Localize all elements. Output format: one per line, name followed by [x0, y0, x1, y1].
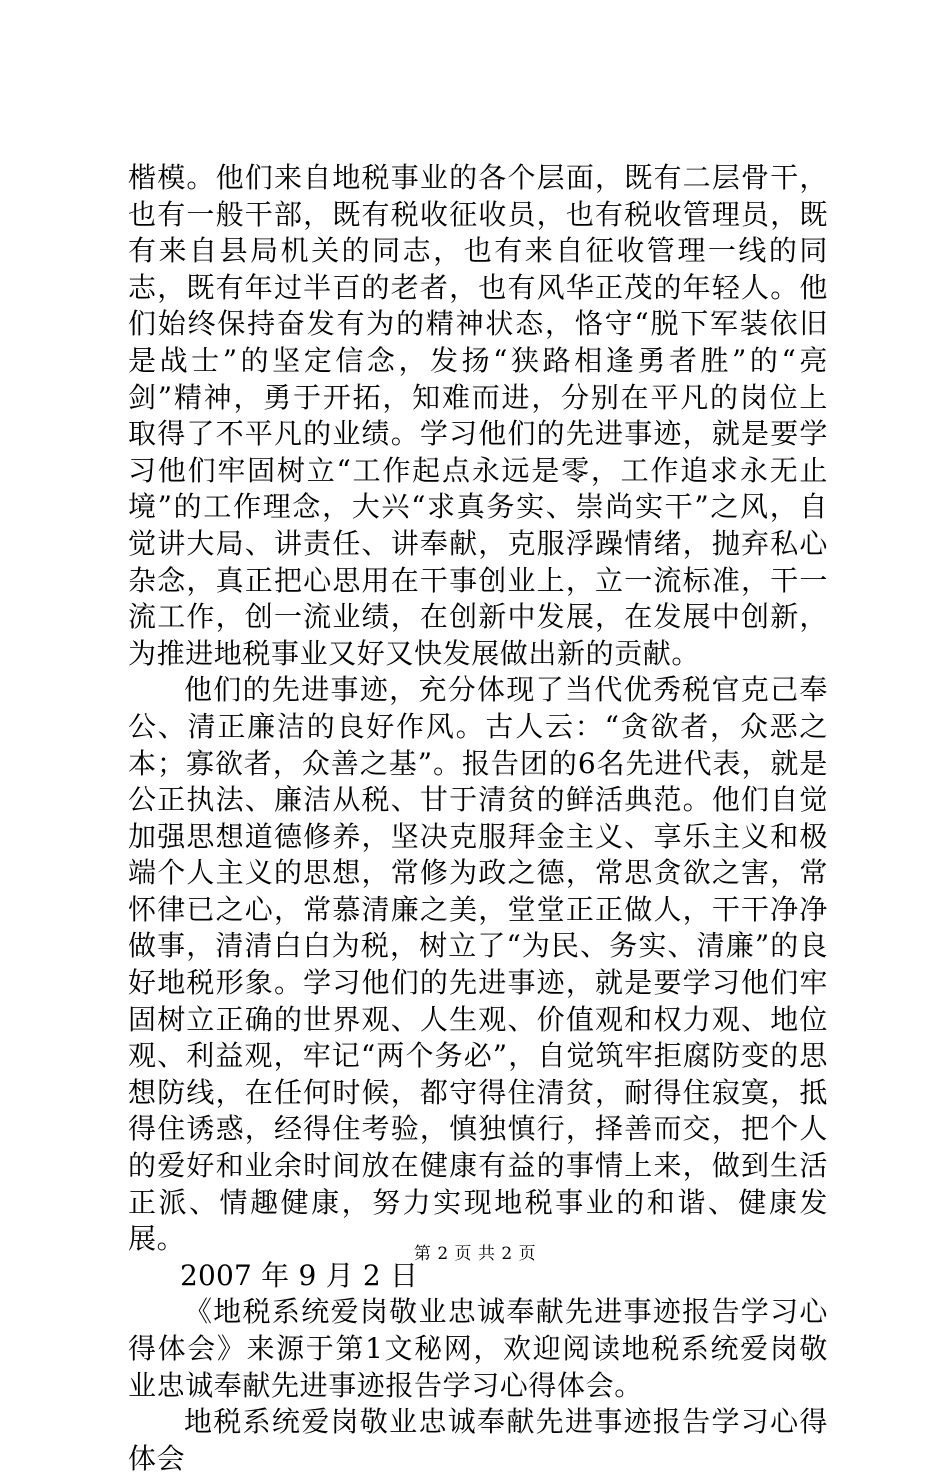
source-note: 《地税系统爱岗敬业忠诚奉献先进事迹报告学习心得体会》来源于第1文秘网，欢迎阅读地税系统爱岗敬业忠诚奉献先进事迹报告学习心得体会。 — [128, 1295, 828, 1402]
page-footer — [0, 1243, 950, 1265]
paragraph-integrity: 他们的先进事迹，充分体现了当代优秀税官克己奉公、清正廉洁的良好作风。古人云：“贪欲者，众恶之本；寡欲者，众善之基”。报告团的6名先进代表，就是公正执法、廉洁从税、甘于清贫的鲜活典范。他们自觉加强思想道德修养，坚决克服拜金主义、享乐主义和极端个人主义的思想，常修为政之德，常思贪欲之害，常怀律已之心，常慕清廉之美，堂堂正正做人，干干净净做事，清清白白为税，树立了“为民、务实、清廉”的良好地税形象。学习他们的先进事迹，就是要学习他们牢固树立正确的世界观、人生观、价值观和权力观、地位观、利益观，牢记“两个务必”，自觉筑牢拒腐防变的思想防线，在任何时候，都守得住清贫，耐得住寂寞，抵得住诱惑，经得住考验，慎独慎行，择善而交，把个人的爱好和业余时间放在健康有益的事情上来，做到生活正派、情趣健康，努力实现地税事业的和谐、健康发展。 — [128, 673, 828, 1256]
document-date: 2007 年 9 月 2 日 — [180, 1258, 419, 1292]
document-body — [128, 160, 828, 1477]
page-number-label: 第 2 页 共 2 页 — [413, 1244, 537, 1264]
document-title-line: 地税系统爱岗敬业忠诚奉献先进事迹报告学习心得体会 — [128, 1405, 828, 1475]
paragraph-continuation: 楷模。他们来自地税事业的各个层面，既有二层骨干，也有一般干部，既有税收征收员，也有税收管理员，既有来自县局机关的同志，也有来自征收管理一线的同志，既有年过半百的老者，也有风华正茂的年轻人。他们始终保持奋发有为的精神状态，恪守“脱下军装依旧是战士”的坚定信念，发扬“狭路相逢勇者胜”的“亮剑”精神，勇于开拓，知难而进，分别在平凡的岗位上取得了不平凡的业绩。学习他们的先进事迹，就是要学习他们牢固树立“工作起点永远是零，工作追求永无止境”的工作理念，大兴“求真务实、崇尚实干”之风，自觉讲大局、讲责任、讲奉献，克服浮躁情绪，抛弃私心杂念，真正把心思用在干事创业上，立一流标准，干一流工作，创一流业绩，在创新中发展，在发展中创新，为推进地税事业又好又快发展做出新的贡献。 — [128, 161, 828, 670]
